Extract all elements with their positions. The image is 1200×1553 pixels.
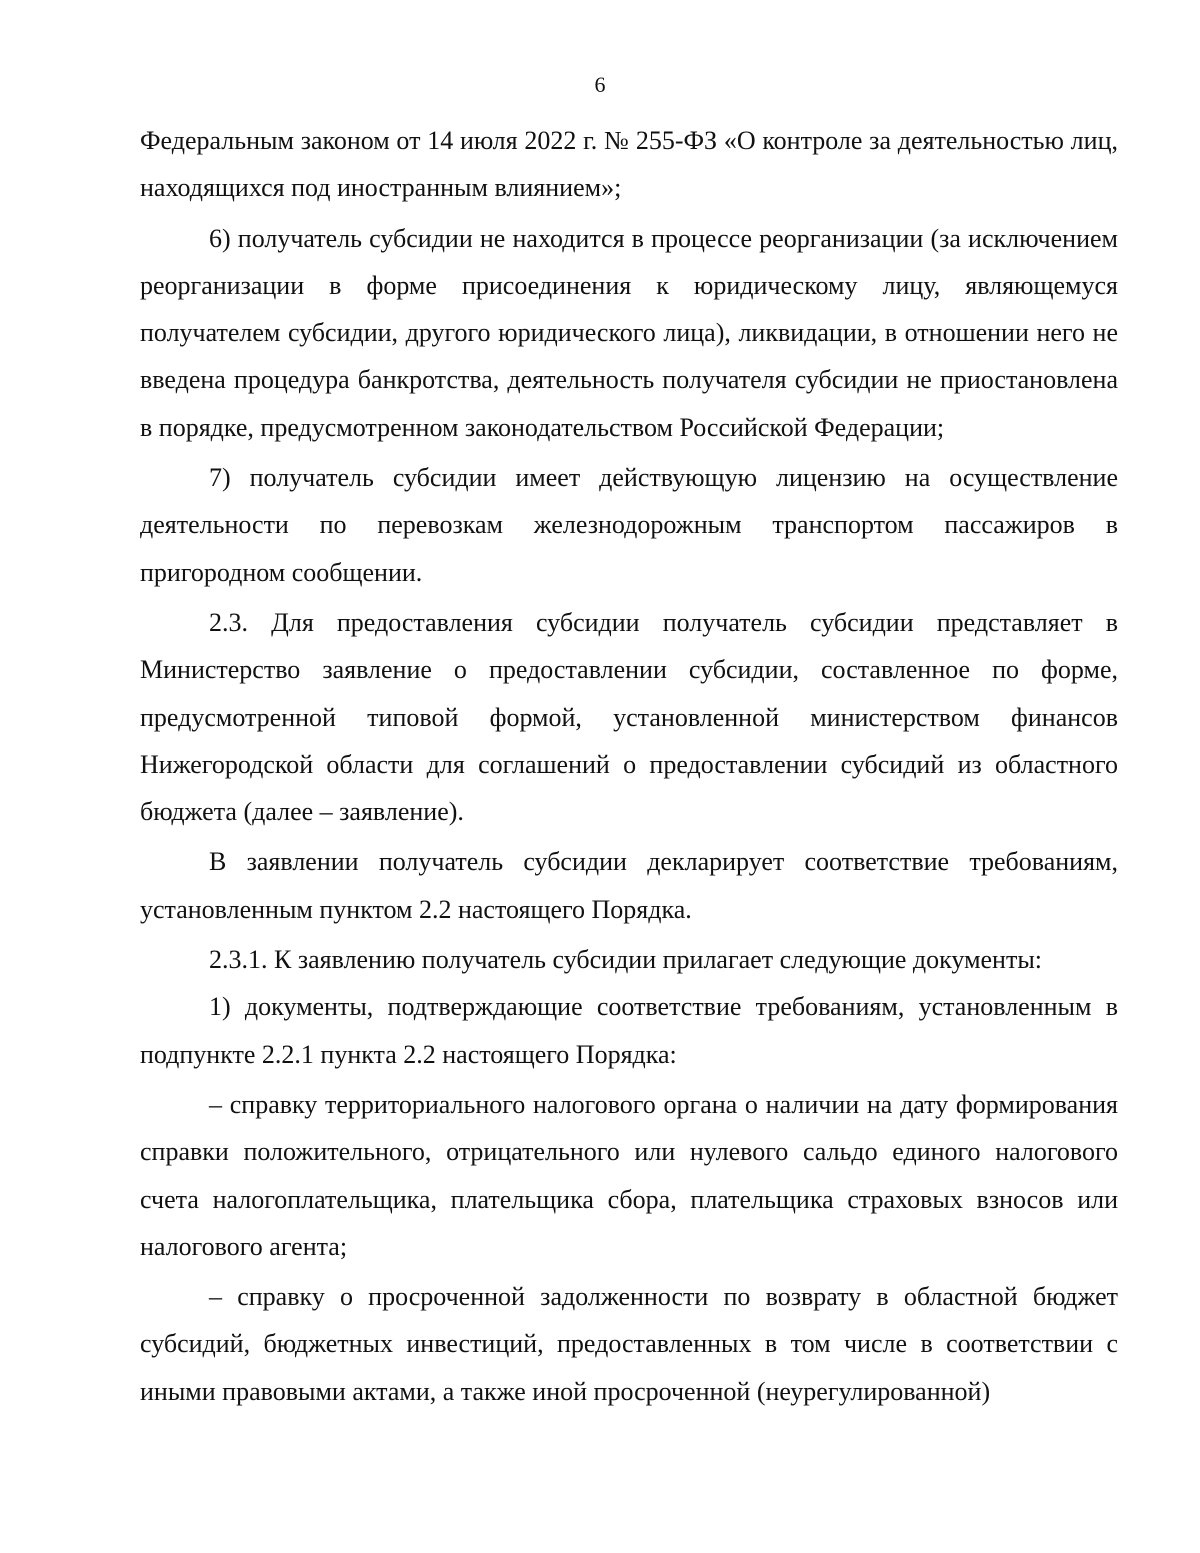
paragraph-item-6: 6) получатель субсидии не находится в процессе реорганизации (за исключением реорганизации в форме присоединения к юридическому лицу, являющемуся получателем субсидии, другого юридического лица), ликвидации, в отношении него не введена процедура банкротства, деятельность получателя субсидии не приостановлена в порядке, предусмотренном законодательством Российской Федерации; xyxy=(140,223,1118,442)
page-number: 6 xyxy=(594,72,606,97)
paragraph-declaration: В заявлении получатель субсидии декларирует соответствие требованиям, установленным пунктом 2.2 настоящего Порядка. xyxy=(140,847,1118,924)
paragraph-section-2-3: 2.3. Для предоставления субсидии получатель субсидии представляет в Министерство заявление о предоставлении субсидии, составленное по форме, предусмотренной типовой формой, установленной министерством финансов Нижегородской области для соглашений о предоставлении субсидий из областного бюджета (далее – заявление). xyxy=(140,607,1118,827)
paragraph-section-2-3-1: 2.3.1. К заявлению получатель субсидии прилагает следующие документы: xyxy=(209,945,1043,975)
paragraph-item-7: 7) получатель субсидии имеет действующую лицензию на осуществление деятельности по перевозкам железнодорожным транспортом пассажиров в пригородном сообщении. xyxy=(140,463,1118,587)
paragraph-documents-item-1: 1) документы, подтверждающие соответствие требованиям, установленным в подпункте 2.2.1 пункта 2.2 настоящего Порядка: xyxy=(140,992,1118,1069)
document-body xyxy=(140,117,1118,1415)
paragraph-tax-certificate: – справку территориального налогового органа о наличии на дату формирования справки положительного, отрицательного или нулевого сальдо единого налогового счета налогоплательщика, плательщика сбора, плательщика страховых взносов или налогового агента; xyxy=(140,1089,1118,1261)
paragraph-debt-certificate: – справку о просроченной задолженности по возврату в областной бюджет субсидий, бюджетных инвестиций, предоставленных в том числе в соответствии с иными правовыми актами, а также иной просроченной (неурегулированной) xyxy=(140,1282,1118,1406)
paragraph-continuation: Федеральным законом от 14 июля 2022 г. № 255-ФЗ «О контроле за деятельностью лиц, находящихся под иностранным влиянием»; xyxy=(140,126,1118,203)
